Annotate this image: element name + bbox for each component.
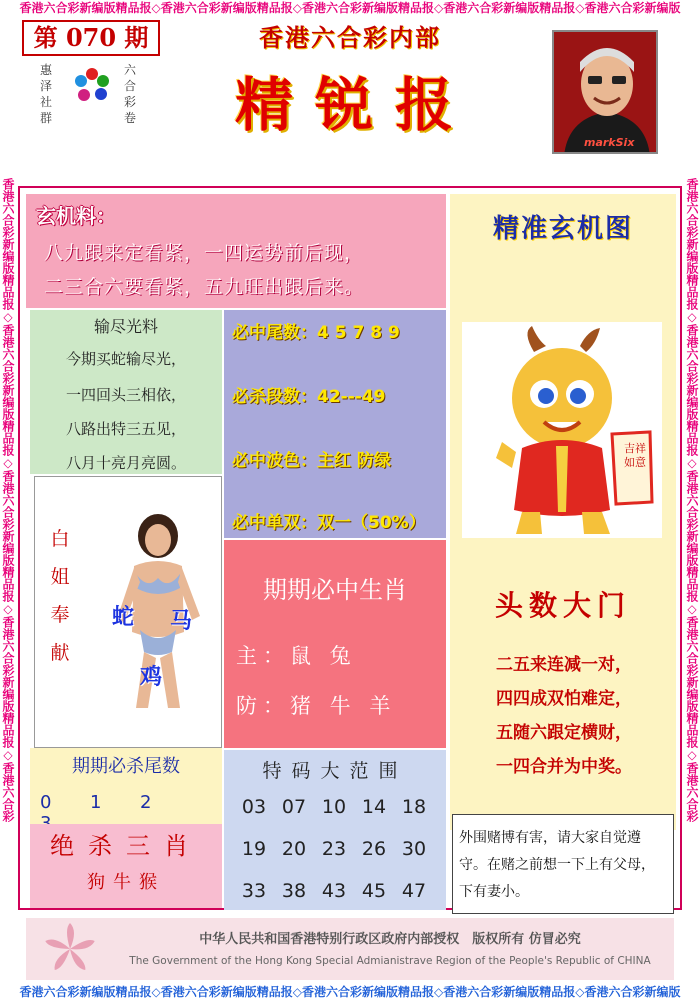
toumen-title: 头数大门 (494, 589, 631, 622)
toumen-line-2: 四四成双怕难定， (496, 689, 632, 709)
bai-jie-vertical-text: 白 姐 奉 献 (50, 528, 70, 664)
top-border-text: 香港六合彩新编版精品报◇香港六合彩新编版精品报◇香港六合彩新编版精品报◇香港六合彩新编版精品报◇香港六合彩新编版 (19, 1, 681, 15)
shuqin-line-3: 八路出特三五见， (65, 420, 186, 438)
footer-chinese-text: 中华人民共和国香港特别行政区政府内部授权 版权所有 仿冒必究 (199, 932, 581, 947)
shengxiao-guard: 防：猪 牛 羊 (236, 694, 397, 718)
prediction-tail-numbers: 必中尾数：4 5 7 8 9 (232, 323, 400, 343)
zodiac-snake: 蛇 (112, 605, 135, 630)
toumen-line-4: 一四合并为中奖。 (496, 757, 632, 777)
toumen-line-3: 五随六跟定横财， (496, 723, 632, 743)
shuqin-line-1: 今期买蛇输尽光， (65, 350, 186, 368)
range-row: 33 38 43 45 47 (241, 880, 427, 902)
zodiac-rooster: 鸡 (140, 665, 163, 690)
right-border-text: 香港六合彩新编版精品报◇香港六合彩新编版精品报◇香港六合彩新编版精品报◇香港六合彩新编版精品报◇香港六合彩 (685, 178, 699, 822)
logo-left-text: 惠泽社群 (40, 63, 53, 125)
bottom-border-text: 香港六合彩新编版精品报◇香港六合彩新编版精品报◇香港六合彩新编版精品报◇香港六合彩新编版精品报◇香港六合彩新编版 (19, 985, 681, 999)
scroll-text: 吉祥如意 (624, 442, 646, 469)
issue-number: 第 070 期 (22, 20, 160, 56)
range-row: 19 20 23 26 30 (241, 838, 427, 860)
mascot-photo (552, 30, 658, 154)
predictions-panel (224, 310, 446, 538)
dragon-mascot-image (462, 322, 662, 538)
gambling-notice: 外围赌博有害，请大家自觉遵守。在赌之前想一下上有父母，下有妻小。 (452, 814, 674, 914)
page-title: 精锐报 (234, 71, 475, 139)
xuanji-map-title: 精准玄机图 (492, 214, 633, 244)
kill-three-animals: 狗牛猴 (87, 872, 165, 893)
shengxiao-main: 主：鼠 兔 (236, 644, 357, 668)
range-row: 03 07 10 14 18 (241, 796, 427, 818)
bauhinia-flower-icon (40, 920, 100, 978)
prediction-color: 必中波色：主红 防绿 (232, 451, 391, 471)
shuqin-title: 输尽光料 (93, 317, 158, 336)
kill-tail-title: 期期必杀尾数 (72, 756, 180, 777)
prediction-odd-even: 必中单双：双一（50%） (232, 513, 426, 533)
lottery-balls-icon (72, 66, 112, 106)
shengxiao-title: 期期必中生肖 (263, 576, 407, 604)
shuqin-line-2: 一四回头三相依， (65, 386, 186, 404)
photo-caption: markSix (584, 136, 635, 149)
zodiac-horse: 马 (170, 609, 193, 634)
club-logo (32, 58, 152, 124)
kill-tail-digits: 0 1 2 (40, 792, 152, 813)
prediction-kill-range: 必杀段数：42---49 (232, 387, 386, 407)
header-subtitle: 香港六合彩内部 (259, 23, 441, 52)
toumen-line-1: 二五来连减一对， (496, 655, 632, 675)
logo-right-text: 六合彩卷 (124, 63, 137, 125)
special-range-title: 特码大范围 (262, 760, 408, 782)
left-border-text: 香港六合彩新编版精品报◇香港六合彩新编版精品报◇香港六合彩新编版精品报◇香港六合彩新编版精品报◇香港六合彩 (1, 178, 15, 822)
xuanji-label: 玄机料： (36, 204, 116, 228)
xuanji-line-2: 二三合六要看紧，五九旺出跟后来。 (44, 276, 365, 298)
footer-english-text: The Government of the Hong Kong Special Admianistrave Region of the People's Republic of CHINA (129, 955, 651, 967)
xuanji-line-1: 八九跟来定看紧，一四运势前后现， (44, 242, 365, 264)
shuqin-line-4: 八月十亮月亮圆。 (65, 454, 186, 472)
kill-three-title: 绝杀三肖 (50, 832, 202, 860)
